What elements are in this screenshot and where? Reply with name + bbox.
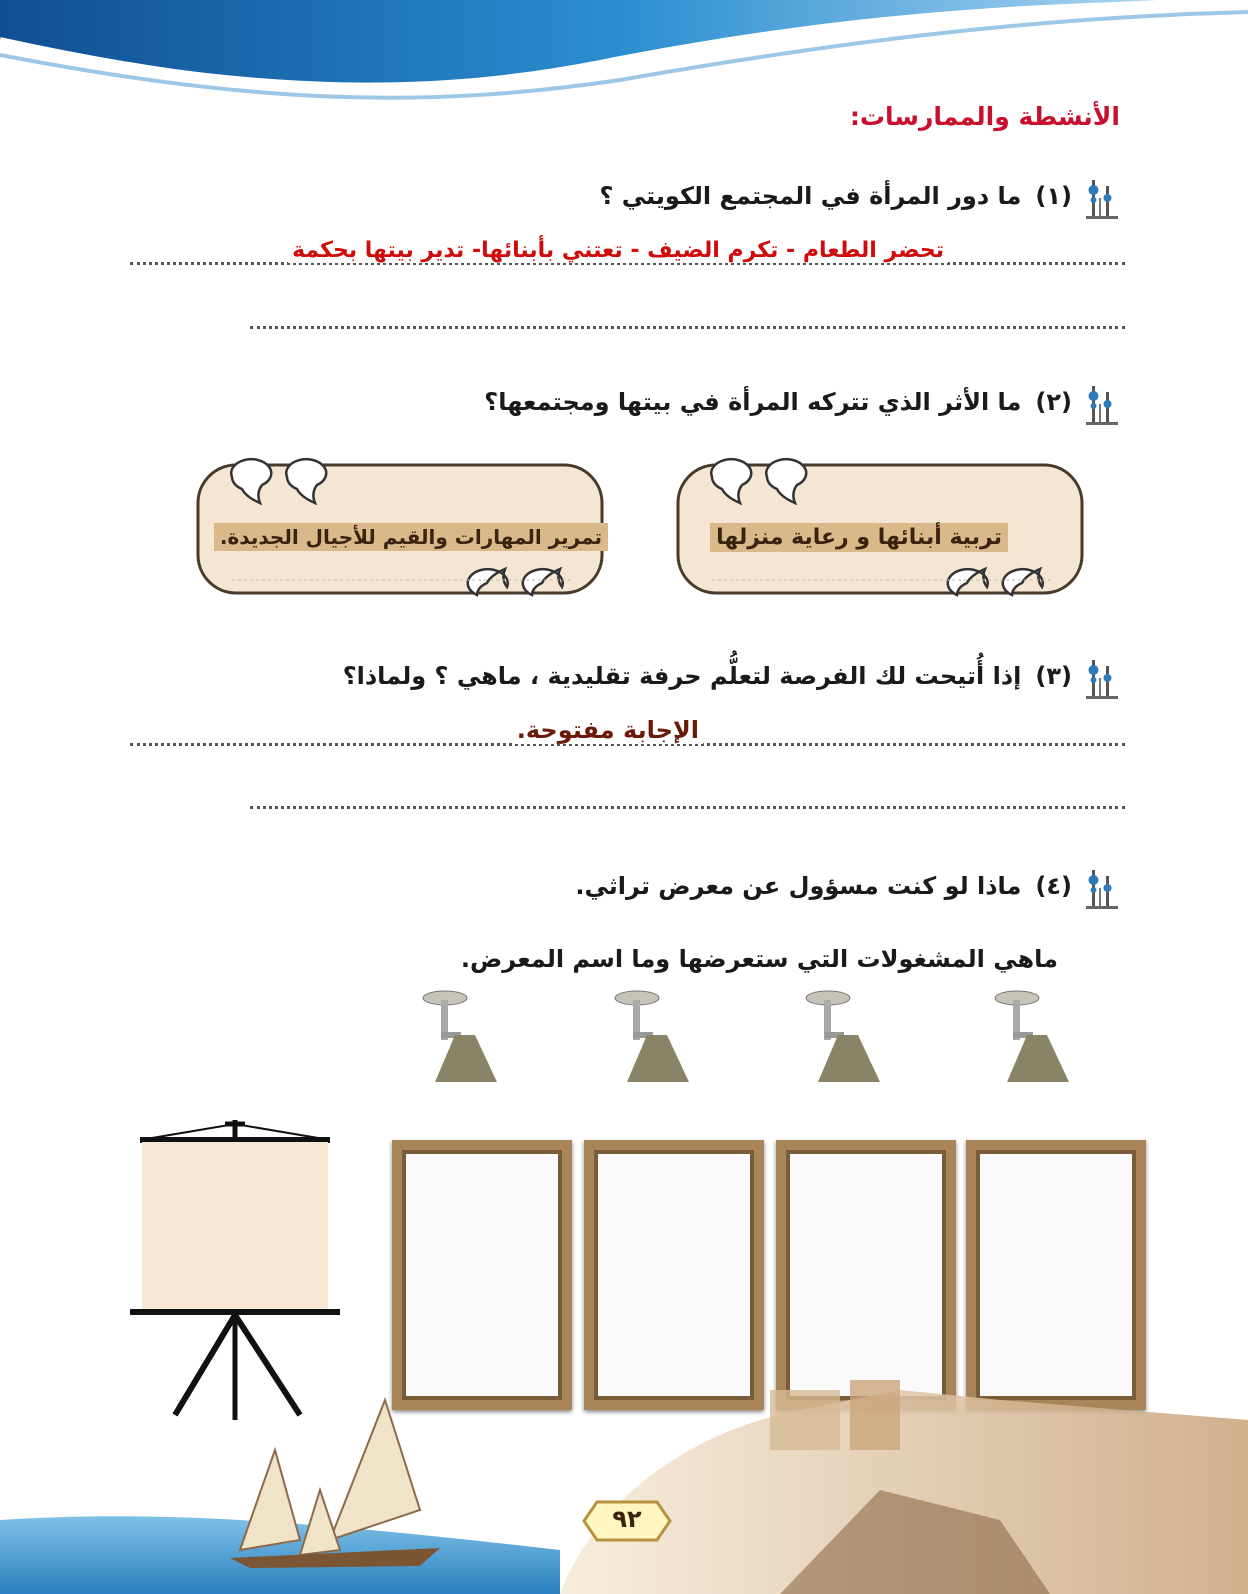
kuwait-towers-icon — [1086, 652, 1118, 700]
question-2-number: (٢) — [1035, 388, 1072, 416]
bubble-left-text: تمرير المهارات والقيم للأجيال الجديدة. — [214, 523, 608, 551]
answer-line-1b — [250, 326, 1125, 329]
question-1-text: ما دور المرأة في المجتمع الكويتي ؟ — [599, 182, 1022, 210]
question-4-text: ماذا لو كنت مسؤول عن معرض تراثي. — [575, 872, 1022, 900]
bubble-right-text: تربية أبنائها و رعاية منزلها — [710, 523, 1008, 552]
question-4 — [575, 862, 1118, 910]
question-4-subtext: ماهي المشغولات التي ستعرضها وما اسم المعرض. — [460, 945, 1058, 973]
question-1 — [600, 172, 1118, 220]
lamp-icon — [415, 990, 505, 1100]
answer-1: تحضر الطعام - تكرم الضيف - تعتني بأبنائها- تدير بيتها بحكمة — [288, 238, 948, 263]
page-number: ٩٢ — [612, 1505, 642, 1533]
lamp-icon — [798, 990, 888, 1100]
lamp-icon — [607, 990, 697, 1100]
dhow-boat — [240, 1400, 420, 1555]
question-3-text: إذا أُتيحت لك الفرصة لتعلُّم حرفة تقليدية ، ماهي ؟ ولماذا؟ — [342, 662, 1022, 690]
kuwait-towers-icon — [1086, 862, 1118, 910]
kuwait-towers-icon — [1086, 172, 1118, 220]
question-2-text: ما الأثر الذي تتركه المرأة في بيتها ومجتمعها؟ — [484, 388, 1022, 416]
kuwait-towers-icon — [1086, 378, 1118, 426]
question-4-number: (٤) — [1035, 872, 1072, 900]
lamp-icon — [987, 990, 1077, 1100]
question-3-number: (٣) — [1035, 662, 1072, 690]
question-1-number: (١) — [1035, 182, 1072, 210]
header-wave-decoration — [0, 0, 1248, 110]
section-title: الأنشطة والممارسات: — [849, 102, 1120, 131]
question-2 — [484, 378, 1118, 426]
answer-3: الإجابة مفتوحة. — [513, 716, 703, 744]
question-3 — [343, 652, 1118, 700]
answer-line-3b — [250, 806, 1125, 809]
bottom-heritage-scene — [0, 1370, 1248, 1594]
